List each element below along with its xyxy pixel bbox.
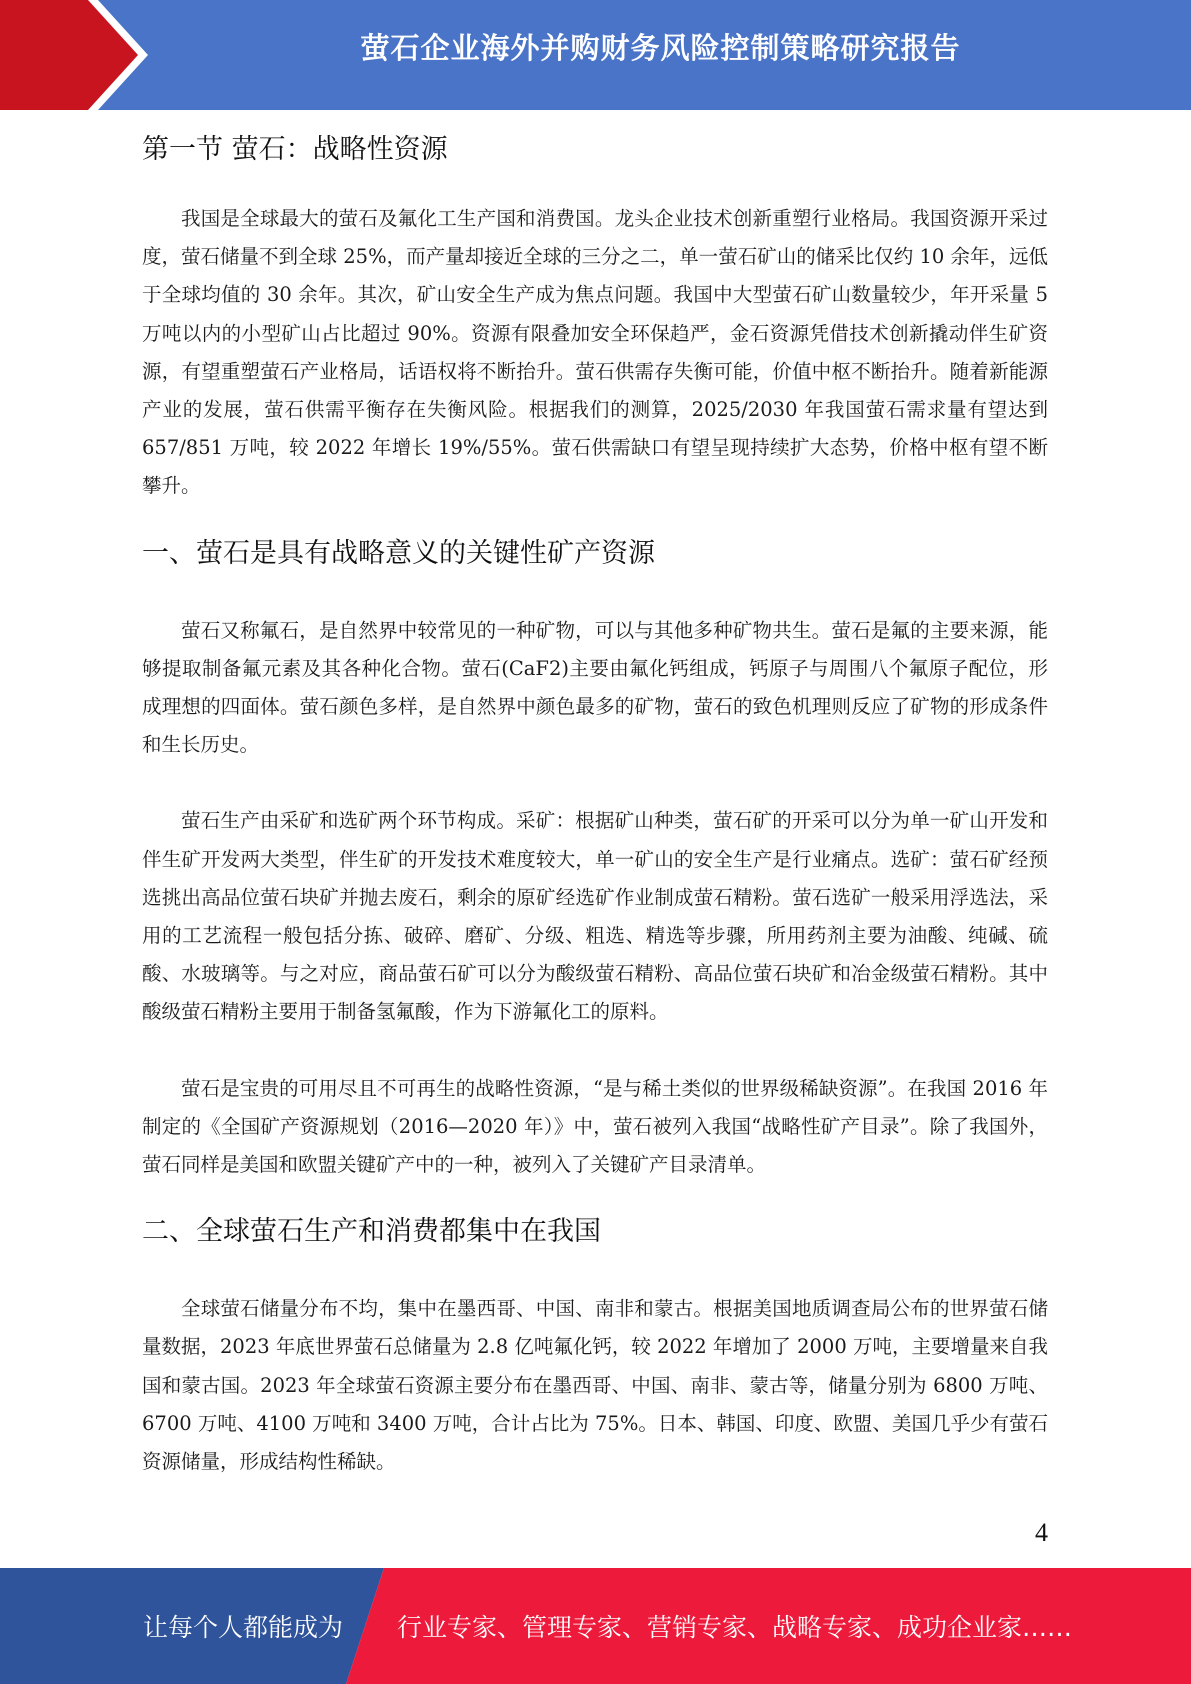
page-content (142, 128, 1048, 1481)
header-arrow-decoration (0, 0, 160, 110)
paragraph-global-reserves: 全球萤石储量分布不均，集中在墨西哥、中国、南非和蒙古。根据美国地质调查局公布的世界萤石储量数据，2023 年底世界萤石总储量为 2.8 亿吨氟化钙，较 2022 年增加了 2000 万吨，主要增量来自我国和蒙古国。2023 年全球萤石资源主要分布在墨西哥、中国、南非、蒙古等，储量分别为 6800 万吨、6700 万吨、4100 万吨和 3400 万吨，合计占比为 75%。日本、韩国、印度、欧盟、美国几乎少有萤石资源储量，形成结构性稀缺。 (142, 1297, 1048, 1474)
paragraph-fluorite-production: 萤石生产由采矿和选矿两个环节构成。采矿：根据矿山种类，萤石矿的开采可以分为单一矿山开发和伴生矿开发两大类型，伴生矿的开发技术难度较大，单一矿山的安全生产是行业痛点。选矿：萤石矿经预选挑出高品位萤石块矿并抛去废石，剩余的原矿经选矿作业制成萤石精粉。萤石选矿一般采用浮选法，采用的工艺流程一般包括分拣、破碎、磨矿、分级、粗选、精选等步骤，所用药剂主要为油酸、纯碱、硫酸、水玻璃等。与之对应，商品萤石矿可以分为酸级萤石精粉、高品位萤石块矿和冶金级萤石精粉。其中酸级萤石精粉主要用于制备氢氟酸，作为下游氟化工的原料。 (142, 809, 1048, 1024)
paragraph-fluorite-definition: 萤石又称氟石，是自然界中较常见的一种矿物，可以与其他多种矿物共生。萤石是氟的主要来源，能够提取制备氟元素及其各种化合物。萤石(CaF2)主要由氟化钙组成，钙原子与周围八个氟原子配位，形成理想的四面体。萤石颜色多样，是自然界中颜色最多的矿物，萤石的致色机理则反应了矿物的形成条件和生长历史。 (142, 618, 1048, 757)
header-banner (0, 0, 1191, 110)
footer-banner (0, 1568, 1191, 1684)
intro-paragraph: 我国是全球最大的萤石及氟化工生产国和消费国。龙头企业技术创新重塑行业格局。我国资源开采过度，萤石储量不到全球 25%，而产量却接近全球的三分之二，单一萤石矿山的储采比仅约 10 余年，远低于全球均值的 30 余年。其次，矿山安全生产成为焦点问题。我国中大型萤石矿山数量较少，年开采量 5 万吨以内的小型矿山占比超过 90%。资源有限叠加安全环保趋严，金石资源凭借技术创新撬动伴生矿资源，有望重塑萤石产业格局，话语权将不断抬升。萤石供需存失衡可能，价值中枢不断抬升。随着新能源产业的发展，萤石供需平衡存在失衡风险。根据我们的测算，2025/2030 年我国萤石需求量有望达到 657/851 万吨，较 2022 年增长 19%/55%。萤石供需缺口有望呈现持续扩大态势，价格中枢有望不断攀升。 (142, 207, 1048, 498)
subsection-heading-2: 二、全球萤石生产和消费都集中在我国 (142, 1216, 601, 1248)
section-title: 第一节 萤石：战略性资源 (142, 134, 448, 165)
footer-slogan-right: 行业专家、管理专家、营销专家、战略专家、成功企业家…… (397, 1613, 1073, 1642)
report-title: 萤石企业海外并购财务风险控制策略研究报告 (360, 31, 961, 65)
paragraph-strategic-resource: 萤石是宝贵的可用尽且不可再生的战略性资源，“是与稀土类似的世界级稀缺资源”。在我国 2016 年制定的《全国矿产资源规划（2016—2020 年）》中，萤石被列入我国“战略性矿产目录”。除了我国外，萤石同样是美国和欧盟关键矿产中的一种，被列入了关键矿产目录清单。 (142, 1076, 1048, 1177)
page-number: 4 (1035, 1518, 1048, 1547)
subsection-heading-1: 一、萤石是具有战略意义的关键性矿产资源 (142, 537, 655, 569)
footer-slogan-left: 让每个人都能成为 (143, 1613, 344, 1642)
